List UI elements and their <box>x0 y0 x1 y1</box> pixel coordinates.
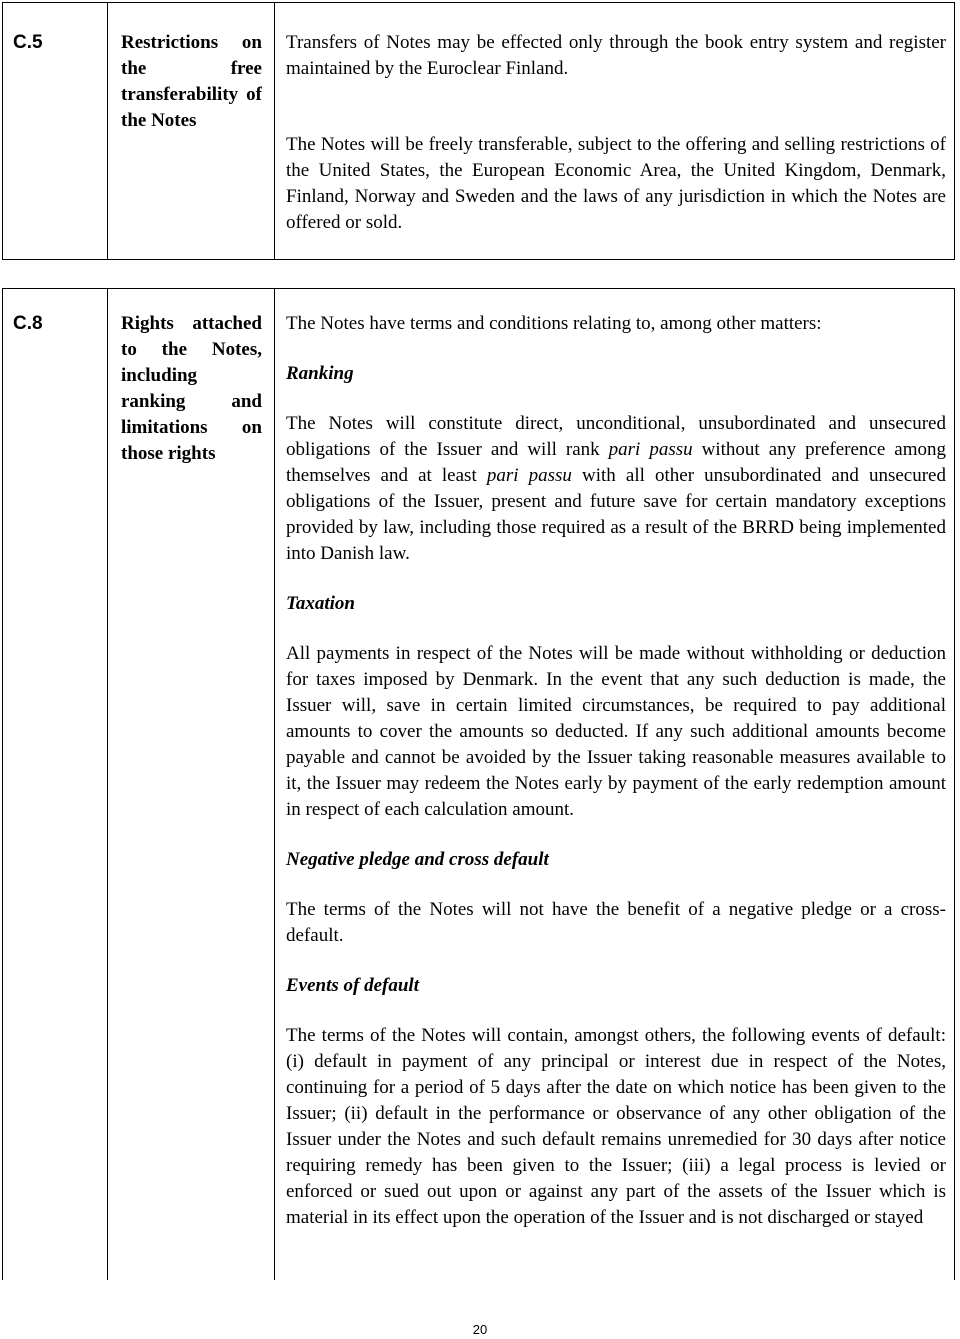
column-divider <box>274 289 275 1280</box>
page-number: 20 <box>472 1322 488 1337</box>
element-content <box>286 30 946 236</box>
element-code: C.8 <box>13 313 43 334</box>
taxation-paragraph: All payments in respect of the Notes will be made without withholding or deduction for taxes imposed by Denmark. In the event that any such deduction is made, the Issuer will, save in certain limited circumstances, be required to pay additional amounts to cover the amounts so deducted. If any such additional amounts become payable and cannot be avoided by the Issuer taking reasonable measures available to it, the Issuer may redeem the Notes early by payment of the early redemption amount in respect of each calculation amount. <box>286 643 946 820</box>
paragraph: The Notes will be freely transferable, subject to the offering and selling restrictions of the United States, the European Economic Area, the United Kingdom, Denmark, Finland, Norway and Sweden and the laws of any jurisdiction in which the Notes are offered or sold. <box>286 134 946 233</box>
element-heading: Rights attached to the Notes, including ranking and limitations on those rights <box>121 313 262 464</box>
negative-pledge-paragraph: The terms of the Notes will not have the benefit of a negative pledge or a cross-default. <box>286 899 946 946</box>
section-title-ranking: Ranking <box>286 363 354 384</box>
column-divider <box>107 289 108 1280</box>
text-run: without any preference among themselves and at least <box>286 439 946 486</box>
text-run: with all other unsubordinated and unsecured obligations of the Issuer, present and future save for certain mandatory exceptions provided by law, including those required as a result of the BRRD being implemented into Danish law. <box>286 465 946 564</box>
ranking-paragraph <box>286 411 946 567</box>
column-divider <box>107 3 108 259</box>
section-title-events-of-default: Events of default <box>286 975 419 996</box>
events-of-default-paragraph: The terms of the Notes will contain, amongst others, the following events of default: (i) default in payment of any principal or interest due in respect of the Notes, continuing for a period of 5 days after the date on which notice has been given to the Issuer; (ii) default in the performance or observance of any other obligation of the Issuer under the Notes and such default remains unremedied for 30 days after notice requiring remedy has been given to the Issuer; (iii) a legal process is levied or enforced or sued out upon or against any part of the assets of the Issuer which is material in its effect upon the operation of the Issuer and is not discharged or stayed <box>286 1025 946 1228</box>
italic-term: pari passu <box>608 439 693 460</box>
section-title-taxation: Taxation <box>286 593 355 614</box>
intro-paragraph: The Notes have terms and conditions relating to, among other matters: <box>286 313 822 334</box>
element-content <box>286 311 946 1231</box>
table-row-c5 <box>2 2 955 260</box>
column-divider <box>274 3 275 259</box>
table-row-c8 <box>2 288 955 1280</box>
text-run: The Notes will constitute direct, unconditional, unsubordinated and unsecured obligations of the Issuer and will rank <box>286 413 946 460</box>
paragraph: Transfers of Notes may be effected only through the book entry system and register maintained by the Euroclear Finland. <box>286 32 946 79</box>
element-code: C.5 <box>13 32 43 53</box>
italic-term: pari passu <box>486 465 572 486</box>
section-title-negative-pledge: Negative pledge and cross default <box>286 849 549 870</box>
element-heading: Restrictions on the free transferability of the Notes <box>121 32 262 131</box>
